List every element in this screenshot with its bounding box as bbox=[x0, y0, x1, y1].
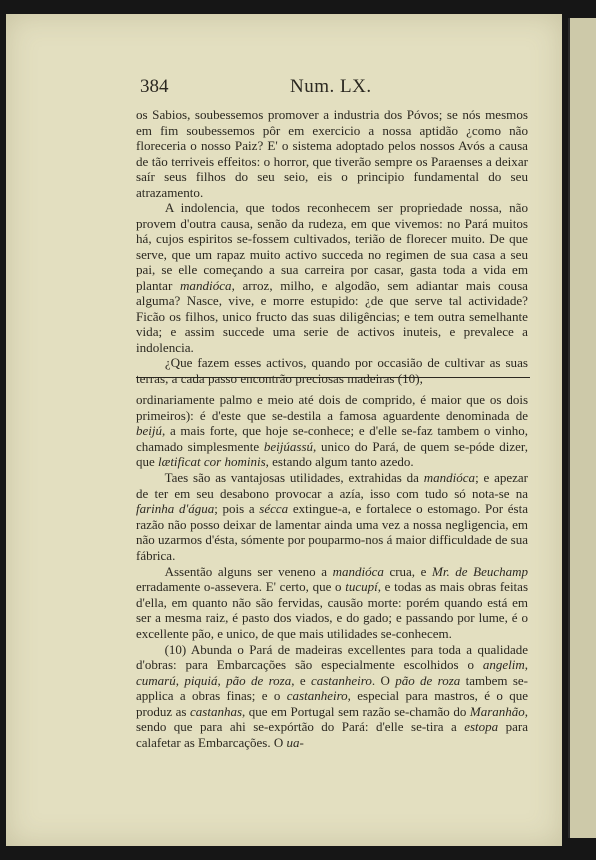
footnote-paragraph-1: ordinariamente palmo e meio até dois de comprido, é maior que os dois primeiros): é d'este que se-destila a famosa aguardente denominada de beijú, a mais forte, que hoje se-conhece; e d'elle se-faz tambem o vinho, chamado simplesmente beijúassú, unico do Pará, de quem se-póde dizer, que lætificat cor hominis, estando algum tanto azedo. bbox=[136, 392, 528, 470]
author-name: Mr. de Beuchamp bbox=[432, 563, 528, 579]
paragraph-1: os Sabios, soubessemos promover a industria dos Póvos; se nós mesmos em fim soubessemos pôr em exercicio a nossa aptidão ¿como não floreceria o nosso Paiz? E' o sistema adoptado pelos nossos Avós a causa de tão terriveis effeitos: o horror, que tiverão sempre os Paraenses a deixar saír seus filhos do seu seio, eis o principio fundamental do seu atrazamento. bbox=[136, 107, 528, 200]
running-head: Num. LX. bbox=[290, 76, 372, 97]
footnote-paragraph-2: Taes são as vantajosas utilidades, extrahidas da mandióca; e apezar de ter em seu desabono provocar a azía, isso com tudo só nota-se na farinha d'água; pois a sécca extingue-a, e fortalece o estomago. Por ésta razão não posso deixar de lamentar ainda uma vez a nossa negligencia, em não uzarmos d'ésta, sómente por pouparmo-nos á maior difficuldade de sua fábrica. bbox=[136, 469, 528, 563]
term-castanhas: castanhas bbox=[190, 703, 242, 719]
term-secca: sécca bbox=[259, 501, 289, 517]
next-page-edge bbox=[568, 18, 596, 838]
term-mandioca: mandióca bbox=[423, 469, 476, 485]
term-mandioca: mandióca bbox=[332, 563, 384, 579]
paragraph-2: A indolencia, que todos reconhecem ser propriedade nossa, não provem d'outra causa, senão da rudeza, em que vivemos: no Pará muitos há, cujos espiritos se-fossem cultivados, terião de florecer muito. De que serve, que um rapaz muito activo succeda no regimen de sua casa a seu pai, se elle começando a sua carreira por casar, gasta toda a vida em plantar mandióca, arroz, milho, e algodão, sem adiantar mais cousa alguma? Nasce, vive, e morre estupido: ¿de que serve tal actividade? Ficão os filhos, unico fructo das suas diligências; e tem outra semelhante vida; e assim succede uma serie de activos inuteis, e prevalece a indolencia. bbox=[136, 200, 528, 355]
term-estopa: estopa bbox=[464, 719, 499, 735]
term-pao-de-roza: pão de roza bbox=[226, 672, 292, 688]
term-ua: ua- bbox=[286, 735, 304, 751]
main-text bbox=[136, 107, 528, 386]
term-angelim: angelim bbox=[482, 657, 525, 673]
footnote-divider bbox=[136, 377, 530, 378]
term-cumaru: cumarú bbox=[136, 672, 176, 688]
footnote-paragraph-4: (10) Abunda o Pará de madeiras excellentes para toda a qualidade d'obras: para Embarcações são especialmente escolhidos o angelim, cumarú, piquiá, pão de roza, e castanheiro. O pão de roza tambem se-applica a obras finas; e o castanheiro, especial para mastros, é o que produz as castanhas, que em Portugal sem razão se-chamão do Maranhão, sendo que para ahi se-expórtão do Pará: d'elle se-tira a estopa para calafetar as Embarcações. O ua- bbox=[136, 641, 528, 751]
term-beiju: beijú bbox=[136, 423, 162, 439]
term-piquia: piquiá bbox=[184, 672, 218, 688]
term-mandioca: mandióca bbox=[179, 277, 232, 293]
term-pao-de-roza: pão de roza bbox=[395, 672, 461, 688]
latin-phrase: lætificat cor hominis bbox=[158, 454, 266, 470]
term-maranhao: Maranhão bbox=[469, 703, 525, 719]
footnote-block bbox=[136, 392, 528, 751]
term-tucupi: tucupí bbox=[345, 579, 378, 595]
term-castanheiro: castanheiro bbox=[286, 688, 348, 704]
page-number: 384 bbox=[140, 76, 169, 97]
term-farinha: farinha d'água bbox=[136, 501, 215, 517]
paragraph-3: ¿Que fazem esses activos, quando por occasião de cultivar as suas terras, a cada passo encontrão preciosas madeiras (10), bbox=[136, 355, 528, 386]
term-beijuassu: beijúassú bbox=[263, 438, 314, 454]
page-header bbox=[140, 76, 560, 102]
term-castanheiro: castanheiro bbox=[310, 672, 372, 688]
footnote-paragraph-3: Assentão alguns ser veneno a mandióca crua, e Mr. de Beuchamp erradamente o-assevera. E' certo, que o tucupí, e todas as mais obras feitas d'ella, em quanto não são fervidas, causão morte: porém quando está em ser a mesma raiz, é pasto dos viados, e do gado; e passando por lume, é o excellente pão, e unico, de que mais utilidades se-conhecem. bbox=[136, 563, 528, 641]
